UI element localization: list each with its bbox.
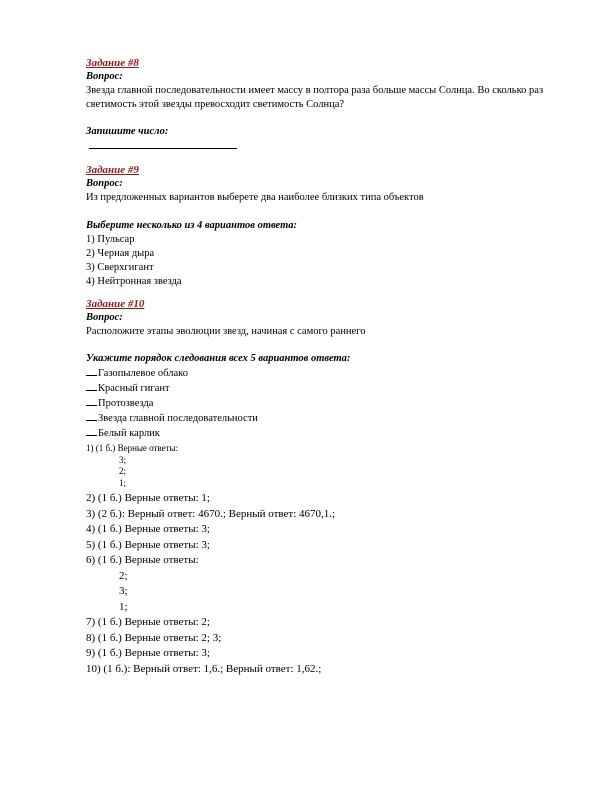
answer-9: 9) (1 б.) Верные ответы: 3; — [86, 647, 210, 659]
order-item[interactable] — [86, 366, 350, 381]
order-blank[interactable] — [86, 366, 97, 376]
task-9-question-label: Вопрос: — [86, 178, 123, 189]
task-9-header: Задание #9 — [86, 164, 139, 176]
answer-10: 10) (1 б.): Верный ответ: 1,6.; Верный ответ: 1,62.; — [86, 662, 322, 675]
answer-value: 3; — [119, 454, 127, 465]
order-item-label: Белый карлик — [98, 428, 160, 439]
task-10-instruction: Укажите порядок следования всех 5 вариантов ответа: — [86, 353, 351, 364]
answer-5: 5) (1 б.) Верные ответы: 3; — [86, 538, 210, 551]
task-8-answer-field[interactable] — [89, 148, 237, 149]
answer-7: 7) (1 б.) Верные ответы: 2; — [86, 616, 210, 628]
answer-8: 8) (1 б.) Верные ответы: 2; 3; — [86, 631, 222, 644]
order-item[interactable] — [86, 396, 350, 411]
order-item[interactable] — [86, 381, 350, 396]
order-item-label: Протозвезда — [98, 398, 154, 409]
option-item[interactable]: 2) Черная дыра — [86, 248, 155, 259]
task-8-question-text: Звезда главной последовательности имеет массу в полтора раза больше массы Солнца. Во сколько раз светимость этой звезды превосходит светимость Солнца? — [86, 85, 544, 110]
answer-4: 4) (1 б.) Верные ответы: 3; — [86, 523, 210, 535]
task-10-options — [86, 352, 350, 441]
answer-value: 1; — [119, 600, 128, 613]
task-10 — [86, 297, 366, 339]
task-8 — [86, 56, 139, 84]
order-item-label: Газопылевое облако — [98, 368, 188, 379]
order-item[interactable] — [86, 411, 350, 426]
task-8-instruction: Запишите число: — [86, 126, 169, 137]
order-item[interactable] — [86, 426, 350, 441]
order-blank[interactable] — [86, 426, 97, 436]
order-item-label: Красный гигант — [98, 383, 170, 394]
task-10-question-text: Расположите этапы эволюции звезд, начиная с самого раннего — [86, 326, 366, 337]
answers-list — [86, 491, 335, 677]
order-item-label: Звезда главной последовательности — [98, 413, 258, 424]
answer-value: 2; — [119, 569, 128, 582]
order-blank[interactable] — [86, 396, 97, 406]
answer-1 — [86, 443, 178, 489]
answer-value: 3; — [119, 585, 128, 597]
option-item[interactable]: 4) Нейтронная звезда — [86, 276, 182, 287]
task-8-header: Задание #8 — [86, 57, 139, 69]
task-9-options — [86, 219, 297, 289]
answer-2: 2) (1 б.) Верные ответы: 1; — [86, 492, 210, 504]
order-blank[interactable] — [86, 381, 97, 391]
answer-value: 2; — [119, 466, 127, 476]
answer-6-head: 6) (1 б.) Верные ответы: — [86, 554, 199, 566]
task-9 — [86, 163, 424, 205]
order-blank[interactable] — [86, 411, 97, 421]
task-8-question-label: Вопрос: — [86, 71, 123, 82]
option-item[interactable]: 1) Пульсар — [86, 234, 135, 245]
task-10-header: Задание #10 — [86, 298, 145, 310]
answer-value: 1; — [119, 477, 127, 488]
task-9-instruction: Выберите несколько из 4 вариантов ответа: — [86, 220, 297, 231]
answer-3: 3) (2 б.): Верный ответ: 4670.; Верный ответ: 4670,1.; — [86, 507, 336, 520]
option-item[interactable]: 3) Сверхгигант — [86, 262, 154, 273]
task-10-question-label: Вопрос: — [86, 312, 123, 323]
task-9-question-text: Из предложенных вариантов выберете два наиболее близких типа объектов — [86, 192, 424, 203]
answer-1-head: 1) (1 б.) Верные ответы: — [86, 443, 179, 453]
